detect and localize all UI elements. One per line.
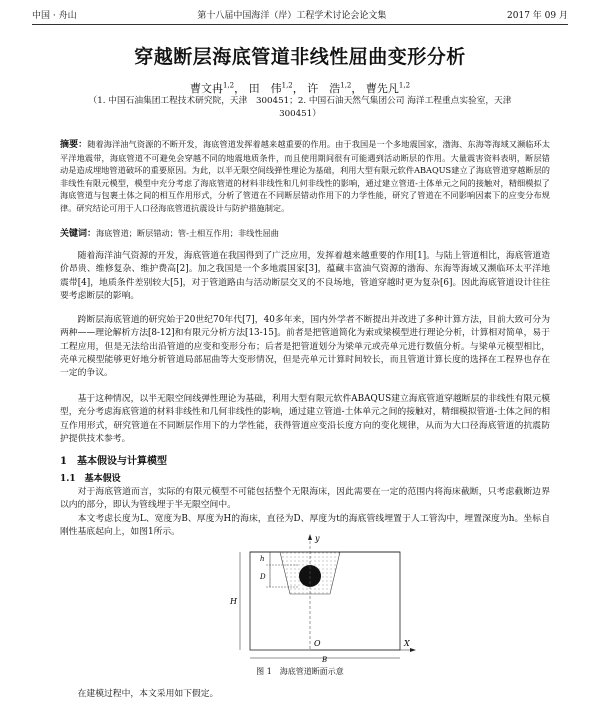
abstract-text: 随着海洋油气资源的不断开发，海底管道发挥着越来越重要的作用。由于我国是一个多地震国家，渤海、东海等海域又濒临环太平洋地震带，海底管道不可避免会穿越不同的地震地质条件，而且使用期间很有可能遇到活动断层的作用。大量震害资料表明，断层错动是造成埋地管道破坏的重要原因。为此，以半无限空间线弹性理论为基础，利用大型有限元软件ABAQUS建立了海底管道穿越断层的非线性有限元模型，模型中充分考虑了海底管道的材料非线性和几何非线性的影响，通过建立管道-土体单元之间的接触对，精细模拟了海底管道与包裹土体之间的相互作用形式，分析了管道在不同断层错动作用下的力学性能，研究了管道在不同影响因素下的应变分布规律。研究结论可用于人口径海底管道抗震设计与防护措施制定。 (60, 139, 550, 213)
header-proceedings: 第十八届中国海洋（岸）工程学术讨论会论文集 (197, 10, 387, 21)
keywords (60, 226, 550, 239)
x-axis-arrow (410, 648, 416, 652)
paper-title: 穿越断层海底管道非线性屈曲变形分析 (134, 46, 466, 68)
author: 田 伟$^{1,2}$ (248, 81, 293, 95)
intro-paragraph-2: 跨断层海底管道的研究始于20世纪70年代[7]，40多年来，国内外学者不断提出并改进了多种计算方法，目前大致可分为两种——理论解析方法[8-12]和有限元分析方法[13-15]。前者是把管道简化为索或梁模型进行理论分析，计算相对简单，易于工程应用，但是无法给出沿管道的应变和变形分布；后者是把管道划分为梁单元或壳单元进行数值分析。与梁单元模型相比，壳单元模型能够更好地分析管道局部屈曲等大变形情况，但是壳单元计算时间较长，而且管道计算长度的选择在工程界也存在一定的争议。 (60, 315, 550, 379)
closing-line: 在建模过程中，本文采用如下假定。 (77, 689, 219, 699)
intro-paragraph-3: 基于这种情况，以半无限空间线弹性理论为基础，利用大型有限元软件ABAQUS建立海底管道穿越断层的非线性有限元模型，充分考虑海底管道的材料非线性和几何非线性的影响，通过建立管道-土体单元之间的接触对，精细模拟管道-土体之间的相互作用形式，研究管道在不同断层作用下的力学性能，获得管道应变沿长度方向的变化规律，从而为大口径海底管道的抗震防护提供技术参考。 (60, 394, 550, 444)
keywords-label: 关键词： (60, 229, 97, 239)
thickness-label: H (230, 597, 237, 606)
assumption-paragraph-1: 对于海底管道而言，实际的有限元模型不可能包括整个无限海床，因此需要在一定的范围内将海床截断，只考虑截断边界以内的部分，即认为管线埋于半无限空间中。 (60, 487, 550, 511)
running-header (32, 6, 568, 25)
keywords-text: 海底管道；断层错动；管-土相互作用；非线性屈曲 (96, 228, 279, 238)
author-list: 曹文冉$^{1,2}$， 田 伟$^{1,2}$， 许 浩$^{1,2}$， 曹先凡$^{1,2}$ (189, 81, 411, 95)
section-heading: 1 基本假设与计算模型 (60, 456, 167, 467)
abstract (60, 138, 550, 215)
header-location: 中国 · 舟山 (32, 10, 77, 21)
x-axis-label: X (404, 639, 410, 648)
y-axis-arrow (308, 534, 312, 540)
figure-caption: 图 1 海底管道断面示意 (256, 667, 344, 676)
author: 曹先凡$^{1,2}$ (365, 81, 411, 95)
pipeline-section-figure (190, 532, 420, 662)
author: 许 浩$^{1,2}$ (307, 81, 352, 95)
depth-label: h (260, 555, 265, 563)
author: 曹文冉$^{1,2}$ (189, 81, 235, 95)
origin-label: O (314, 639, 321, 648)
width-label: B (322, 656, 328, 662)
y-axis-label: y (315, 534, 320, 543)
affiliations: （1. 中国石油集团工程技术研究院，天津 300451；2. 中国石油天然气集团公司 海洋工程重点实验室，天津 300451） (88, 96, 521, 119)
abstract-label: 摘要： (60, 140, 88, 150)
header-date: 2017 年 09 月 (507, 10, 568, 21)
subsection-heading: 1.1 基本假设 (60, 474, 121, 484)
intro-paragraph-1: 随着海洋油气资源的开发，海底管道在我国得到了广泛应用，发挥着越来越重要的作用[1]。与陆上管道相比，海底管道造价昂贵、维修复杂、维护费高[2]。加之我国是一个多地震国家[3]，蕴藏丰富油气资源的渤海、东海等海域又濒临环太平洋地震带[4]，地质条件差别较大[5]，对于管道路由与活动断层交叉的不良场地，管道穿越时更为复杂[6]。因此海底管道设计往往要考虑断层的影响。 (60, 251, 550, 301)
assumption-paragraph-2: 本文考虑长度为L、宽度为B、厚度为H的海床，直径为D、厚度为t的海底管线埋置于人工管沟中，埋置深度为h。坐标自刚性基底起向上，如图1所示。 (60, 514, 550, 538)
diameter-label: D (260, 573, 266, 581)
